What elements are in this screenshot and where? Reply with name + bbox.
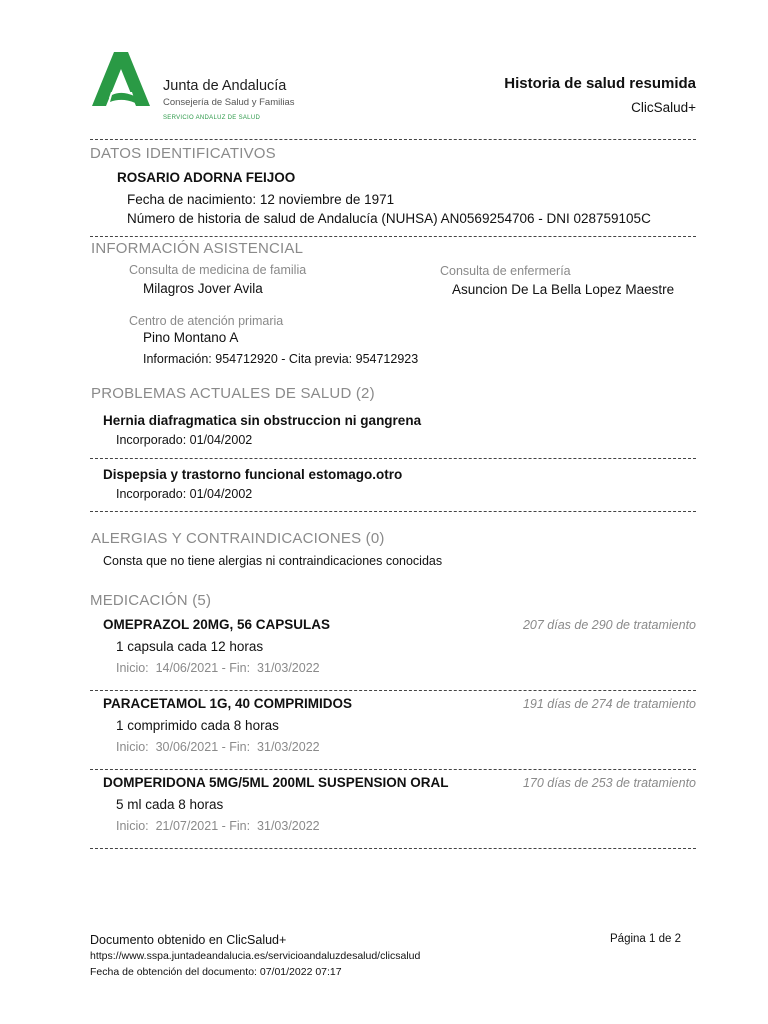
section-title-medicacion: MEDICACIÓN (5) [90,592,212,609]
divider [90,139,696,140]
page-subtitle: ClicSalud+ [631,100,696,115]
nuhsa-dni: Número de historia de salud de Andalucía (NUHSA) AN0569254706 - DNI 028759105C [127,211,651,226]
divider [90,769,696,770]
logo-line2: Consejería de Salud y Familias [163,97,295,108]
footer-doc: Documento obtenido en ClicSalud+ [90,933,287,947]
enfermeria-label: Consulta de enfermería [440,264,571,278]
page-title: Historia de salud resumida [504,75,696,92]
medication-dose: 1 capsula cada 12 horas [116,639,264,654]
section-title-alergias: ALERGIAS Y CONTRAINDICACIONES (0) [91,530,385,547]
logo-line3: SERVICIO ANDALUZ DE SALUD [163,115,261,121]
medico-name: Milagros Jover Avila [143,281,263,296]
medication-treatment: 207 días de 290 de tratamiento [522,618,696,632]
divider [90,236,696,237]
divider [90,458,696,459]
medication-dates: Inicio: 30/06/2021 - Fin: 31/03/2022 [116,740,320,754]
centro-label: Centro de atención primaria [129,314,284,328]
problem-date: Incorporado: 01/04/2002 [116,487,253,501]
birth-date: Fecha de nacimiento: 12 noviembre de 1971 [127,192,395,207]
medication-dose: 5 ml cada 8 horas [116,797,224,812]
problem-title: Dispepsia y trastorno funcional estomago.otro [103,467,403,482]
section-title-identificativos: DATOS IDENTIFICATIVOS [90,145,276,162]
medication-name: OMEPRAZOL 20MG, 56 CAPSULAS [103,617,331,632]
enfermeria-name: Asuncion De La Bella Lopez Maestre [452,282,675,297]
medication-name: DOMPERIDONA 5MG/5ML 200ML SUSPENSION ORAL [103,775,449,790]
page-number: Página 1 de 2 [610,933,681,945]
junta-andalucia-logo-icon [92,52,154,108]
problem-date: Incorporado: 01/04/2002 [116,433,253,447]
centro-info: Información: 954712920 - Cita previa: 954712923 [143,352,419,366]
divider [90,690,696,691]
medication-dose: 1 comprimido cada 8 horas [116,718,279,733]
alergias-text: Consta que no tiene alergias ni contraindicaciones conocidas [103,554,443,568]
footer-url[interactable]: https://www.sspa.juntadeandalucia.es/servicioandaluzdesalud/clicsalud [90,950,421,962]
medication-treatment: 170 días de 253 de tratamiento [522,776,696,790]
patient-name: ROSARIO ADORNA FEIJOO [117,170,296,185]
divider [90,511,696,512]
footer-fecha: Fecha de obtención del documento: 07/01/2022 07:17 [90,966,342,978]
section-title-asistencial: INFORMACIÓN ASISTENCIAL [91,240,304,257]
problem-title: Hernia diafragmatica sin obstruccion ni gangrena [103,413,422,428]
medico-label: Consulta de medicina de familia [129,263,307,277]
medication-name: PARACETAMOL 1G, 40 COMPRIMIDOS [103,696,353,711]
medication-treatment: 191 días de 274 de tratamiento [522,697,696,711]
section-title-problemas: PROBLEMAS ACTUALES DE SALUD (2) [91,385,375,402]
divider [90,848,696,849]
medication-dates: Inicio: 14/06/2021 - Fin: 31/03/2022 [116,661,320,675]
logo [92,52,295,124]
centro-name: Pino Montano A [143,330,239,345]
medication-dates: Inicio: 21/07/2021 - Fin: 31/03/2022 [116,819,320,833]
logo-line1: Junta de Andalucía [163,78,287,94]
